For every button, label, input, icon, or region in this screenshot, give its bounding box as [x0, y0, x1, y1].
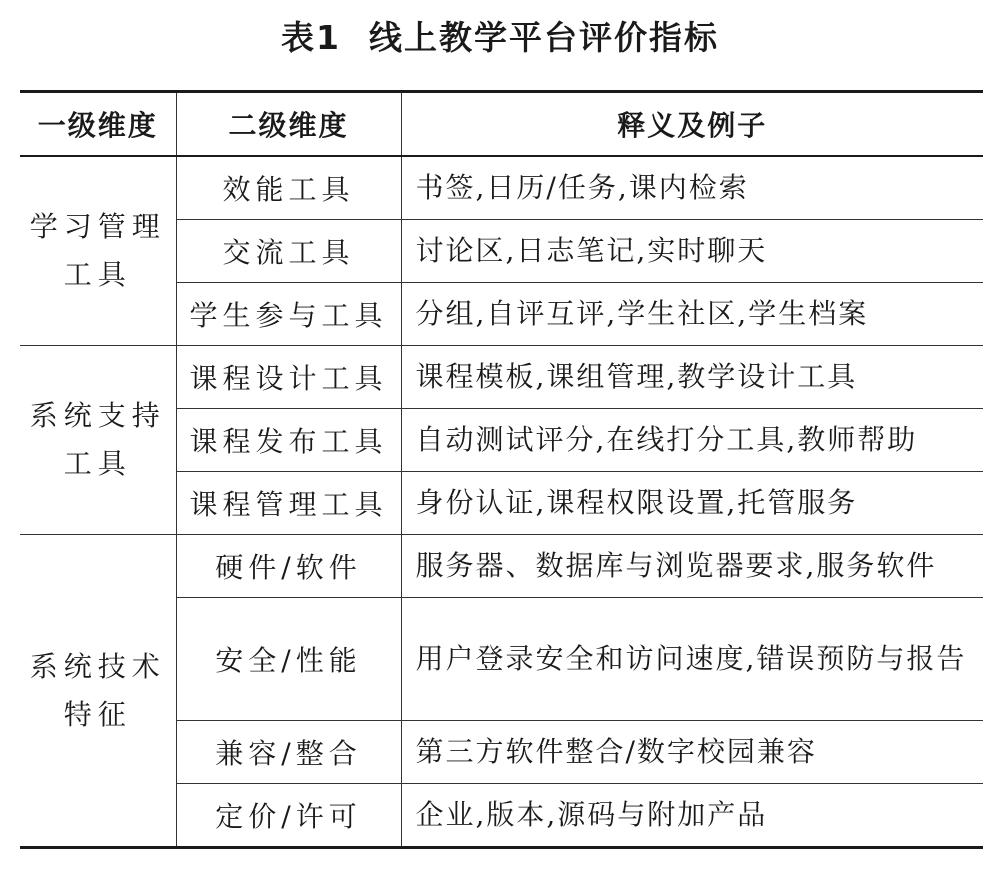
detail-cell: 服务器、数据库与浏览器要求,服务软件	[401, 535, 983, 598]
detail-cell: 自动测试评分,在线打分工具,教师帮助	[401, 409, 983, 472]
header-secondary: 二级维度	[176, 92, 401, 157]
detail-cell: 用户登录安全和访问速度,错误预防与报告	[401, 598, 983, 721]
primary-cell: 系统支持工具	[20, 346, 176, 535]
header-primary: 一级维度	[20, 92, 176, 157]
detail-cell: 身份认证,课程权限设置,托管服务	[401, 472, 983, 535]
detail-cell: 课程模板,课组管理,教学设计工具	[401, 346, 983, 409]
detail-cell: 第三方软件整合/数字校园兼容	[401, 721, 983, 784]
detail-cell: 书签,日历/任务,课内检索	[401, 156, 983, 220]
evaluation-table	[20, 90, 983, 849]
primary-cell: 系统技术特征	[20, 535, 176, 848]
header-row	[20, 92, 983, 157]
secondary-cell: 安全/性能	[176, 598, 401, 721]
secondary-cell: 交流工具	[176, 220, 401, 283]
detail-cell: 分组,自评互评,学生社区,学生档案	[401, 283, 983, 346]
table-number: 表1	[281, 18, 341, 57]
header-detail: 释义及例子	[401, 92, 983, 157]
secondary-cell: 课程管理工具	[176, 472, 401, 535]
secondary-cell: 课程设计工具	[176, 346, 401, 409]
detail-cell: 企业,版本,源码与附加产品	[401, 784, 983, 848]
secondary-cell: 兼容/整合	[176, 721, 401, 784]
secondary-cell: 硬件/软件	[176, 535, 401, 598]
table-row	[20, 346, 983, 409]
primary-cell: 学习管理工具	[20, 156, 176, 346]
table-caption: 线上教学平台评价指标	[368, 18, 719, 57]
secondary-cell: 课程发布工具	[176, 409, 401, 472]
table-row	[20, 156, 983, 220]
secondary-cell: 学生参与工具	[176, 283, 401, 346]
table-row	[20, 535, 983, 598]
secondary-cell: 定价/许可	[176, 784, 401, 848]
table-title	[0, 12, 1000, 59]
detail-cell: 讨论区,日志笔记,实时聊天	[401, 220, 983, 283]
secondary-cell: 效能工具	[176, 156, 401, 220]
